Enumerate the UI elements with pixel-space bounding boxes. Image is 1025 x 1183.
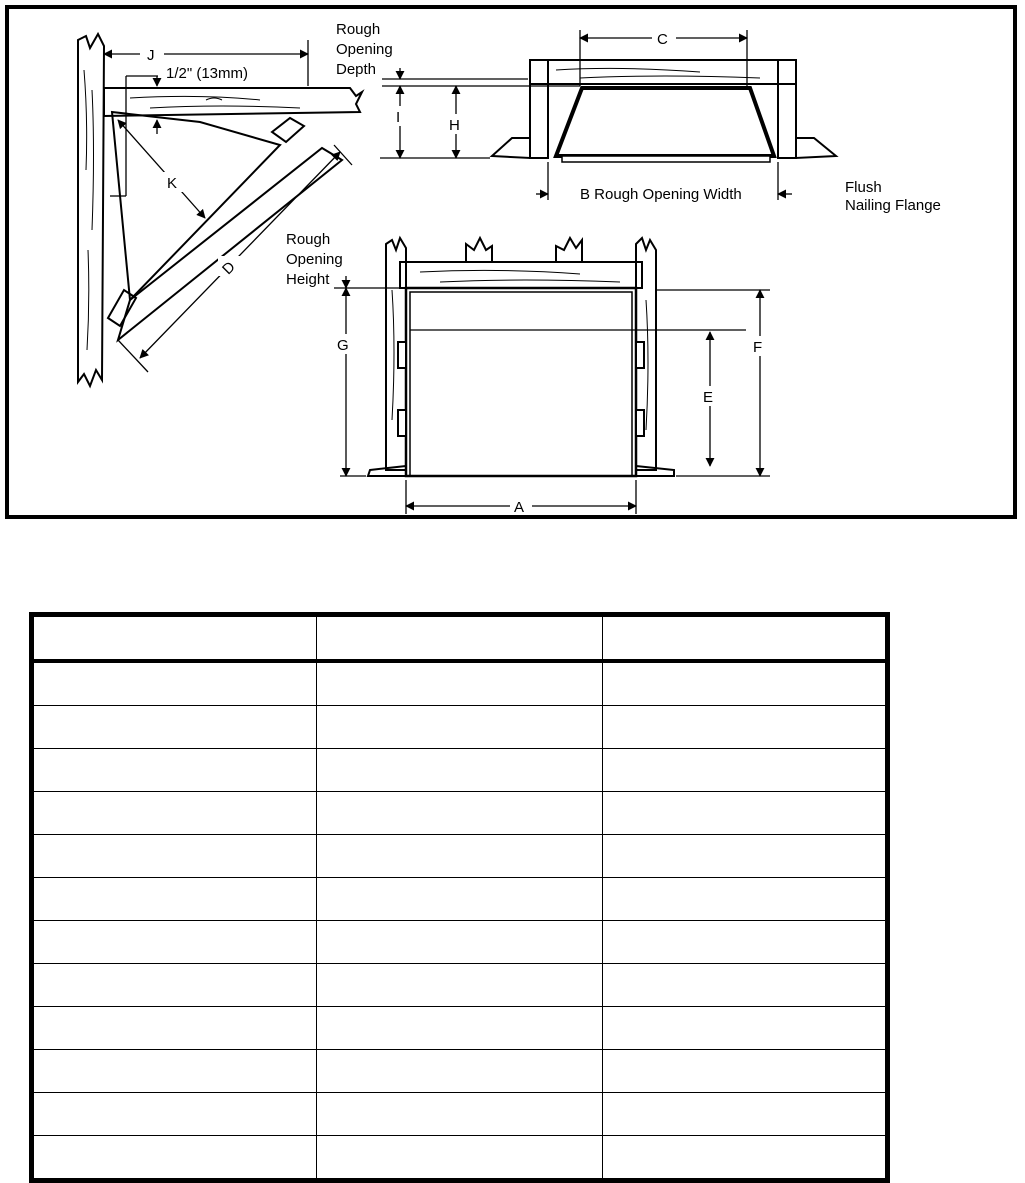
rough-opening-height-line2: Opening xyxy=(286,251,343,268)
table-cell xyxy=(602,1050,887,1093)
table-cell xyxy=(602,661,887,706)
table-row xyxy=(32,1093,888,1136)
table-cell xyxy=(317,1007,602,1050)
table-cell xyxy=(32,661,317,706)
table-row xyxy=(32,1007,888,1050)
table-cell xyxy=(317,661,602,706)
half-inch-label: 1/2" (13mm) xyxy=(166,65,249,82)
dim-f-label: F xyxy=(753,339,763,356)
table-cell xyxy=(32,878,317,921)
flush-nailing-flange-line1: Flush xyxy=(845,179,882,196)
table-header-cell xyxy=(317,615,602,662)
dim-g-label: G xyxy=(337,337,349,354)
table-body xyxy=(32,661,888,1181)
table-cell xyxy=(317,878,602,921)
table-cell xyxy=(32,1007,317,1050)
rough-opening-depth-line3: Depth xyxy=(336,61,377,78)
table-row xyxy=(32,921,888,964)
table-cell xyxy=(317,792,602,835)
table-cell xyxy=(32,1136,317,1181)
table-cell xyxy=(317,1050,602,1093)
table-cell xyxy=(32,921,317,964)
table-header-row xyxy=(32,615,888,662)
table-row xyxy=(32,1136,888,1181)
flush-nailing-flange-line2: Nailing Flange xyxy=(845,197,941,214)
table-cell xyxy=(602,792,887,835)
table-cell xyxy=(32,964,317,1007)
dim-k-label: K xyxy=(167,175,178,192)
table-cell xyxy=(602,878,887,921)
table-cell xyxy=(32,835,317,878)
table-cell xyxy=(32,1093,317,1136)
table-row xyxy=(32,792,888,835)
table-cell xyxy=(602,921,887,964)
table-cell xyxy=(317,835,602,878)
top-view xyxy=(336,21,941,214)
table-row xyxy=(32,835,888,878)
dim-d-label: D xyxy=(219,258,239,279)
dim-e-label: E xyxy=(703,389,714,406)
front-view xyxy=(286,231,772,516)
rough-opening-depth-line1: Rough xyxy=(336,21,381,38)
table-cell xyxy=(602,1136,887,1181)
dim-i-label: I xyxy=(396,109,401,126)
table-row xyxy=(32,1050,888,1093)
table-row xyxy=(32,878,888,921)
table-row xyxy=(32,661,888,706)
table-cell xyxy=(317,1136,602,1181)
table-row xyxy=(32,964,888,1007)
rough-opening-height-line3: Height xyxy=(286,271,330,288)
table-cell xyxy=(602,1093,887,1136)
installation-diagram xyxy=(0,0,1025,530)
table-cell xyxy=(602,835,887,878)
table-cell xyxy=(32,1050,317,1093)
table-cell xyxy=(32,706,317,749)
dim-b-label: B Rough Opening Width xyxy=(580,186,742,203)
dim-c-label: C xyxy=(657,31,668,48)
table-cell xyxy=(317,964,602,1007)
table-row xyxy=(32,706,888,749)
side-view xyxy=(78,34,362,386)
rough-opening-height-line1: Rough xyxy=(286,231,331,248)
table-header-cell xyxy=(32,615,317,662)
table-cell xyxy=(602,1007,887,1050)
table-cell xyxy=(317,1093,602,1136)
table-header-cell xyxy=(602,615,887,662)
table-row xyxy=(32,749,888,792)
table-cell xyxy=(317,921,602,964)
dimension-table xyxy=(29,612,890,1183)
table-cell xyxy=(317,706,602,749)
table-cell xyxy=(602,964,887,1007)
table-cell xyxy=(602,706,887,749)
dim-j-label: J xyxy=(147,47,155,64)
rough-opening-depth-line2: Opening xyxy=(336,41,393,58)
dim-a-label: A xyxy=(514,499,525,516)
table-cell xyxy=(317,749,602,792)
dim-h-label: H xyxy=(449,117,460,134)
table-cell xyxy=(32,749,317,792)
table-cell xyxy=(32,792,317,835)
table-cell xyxy=(602,749,887,792)
